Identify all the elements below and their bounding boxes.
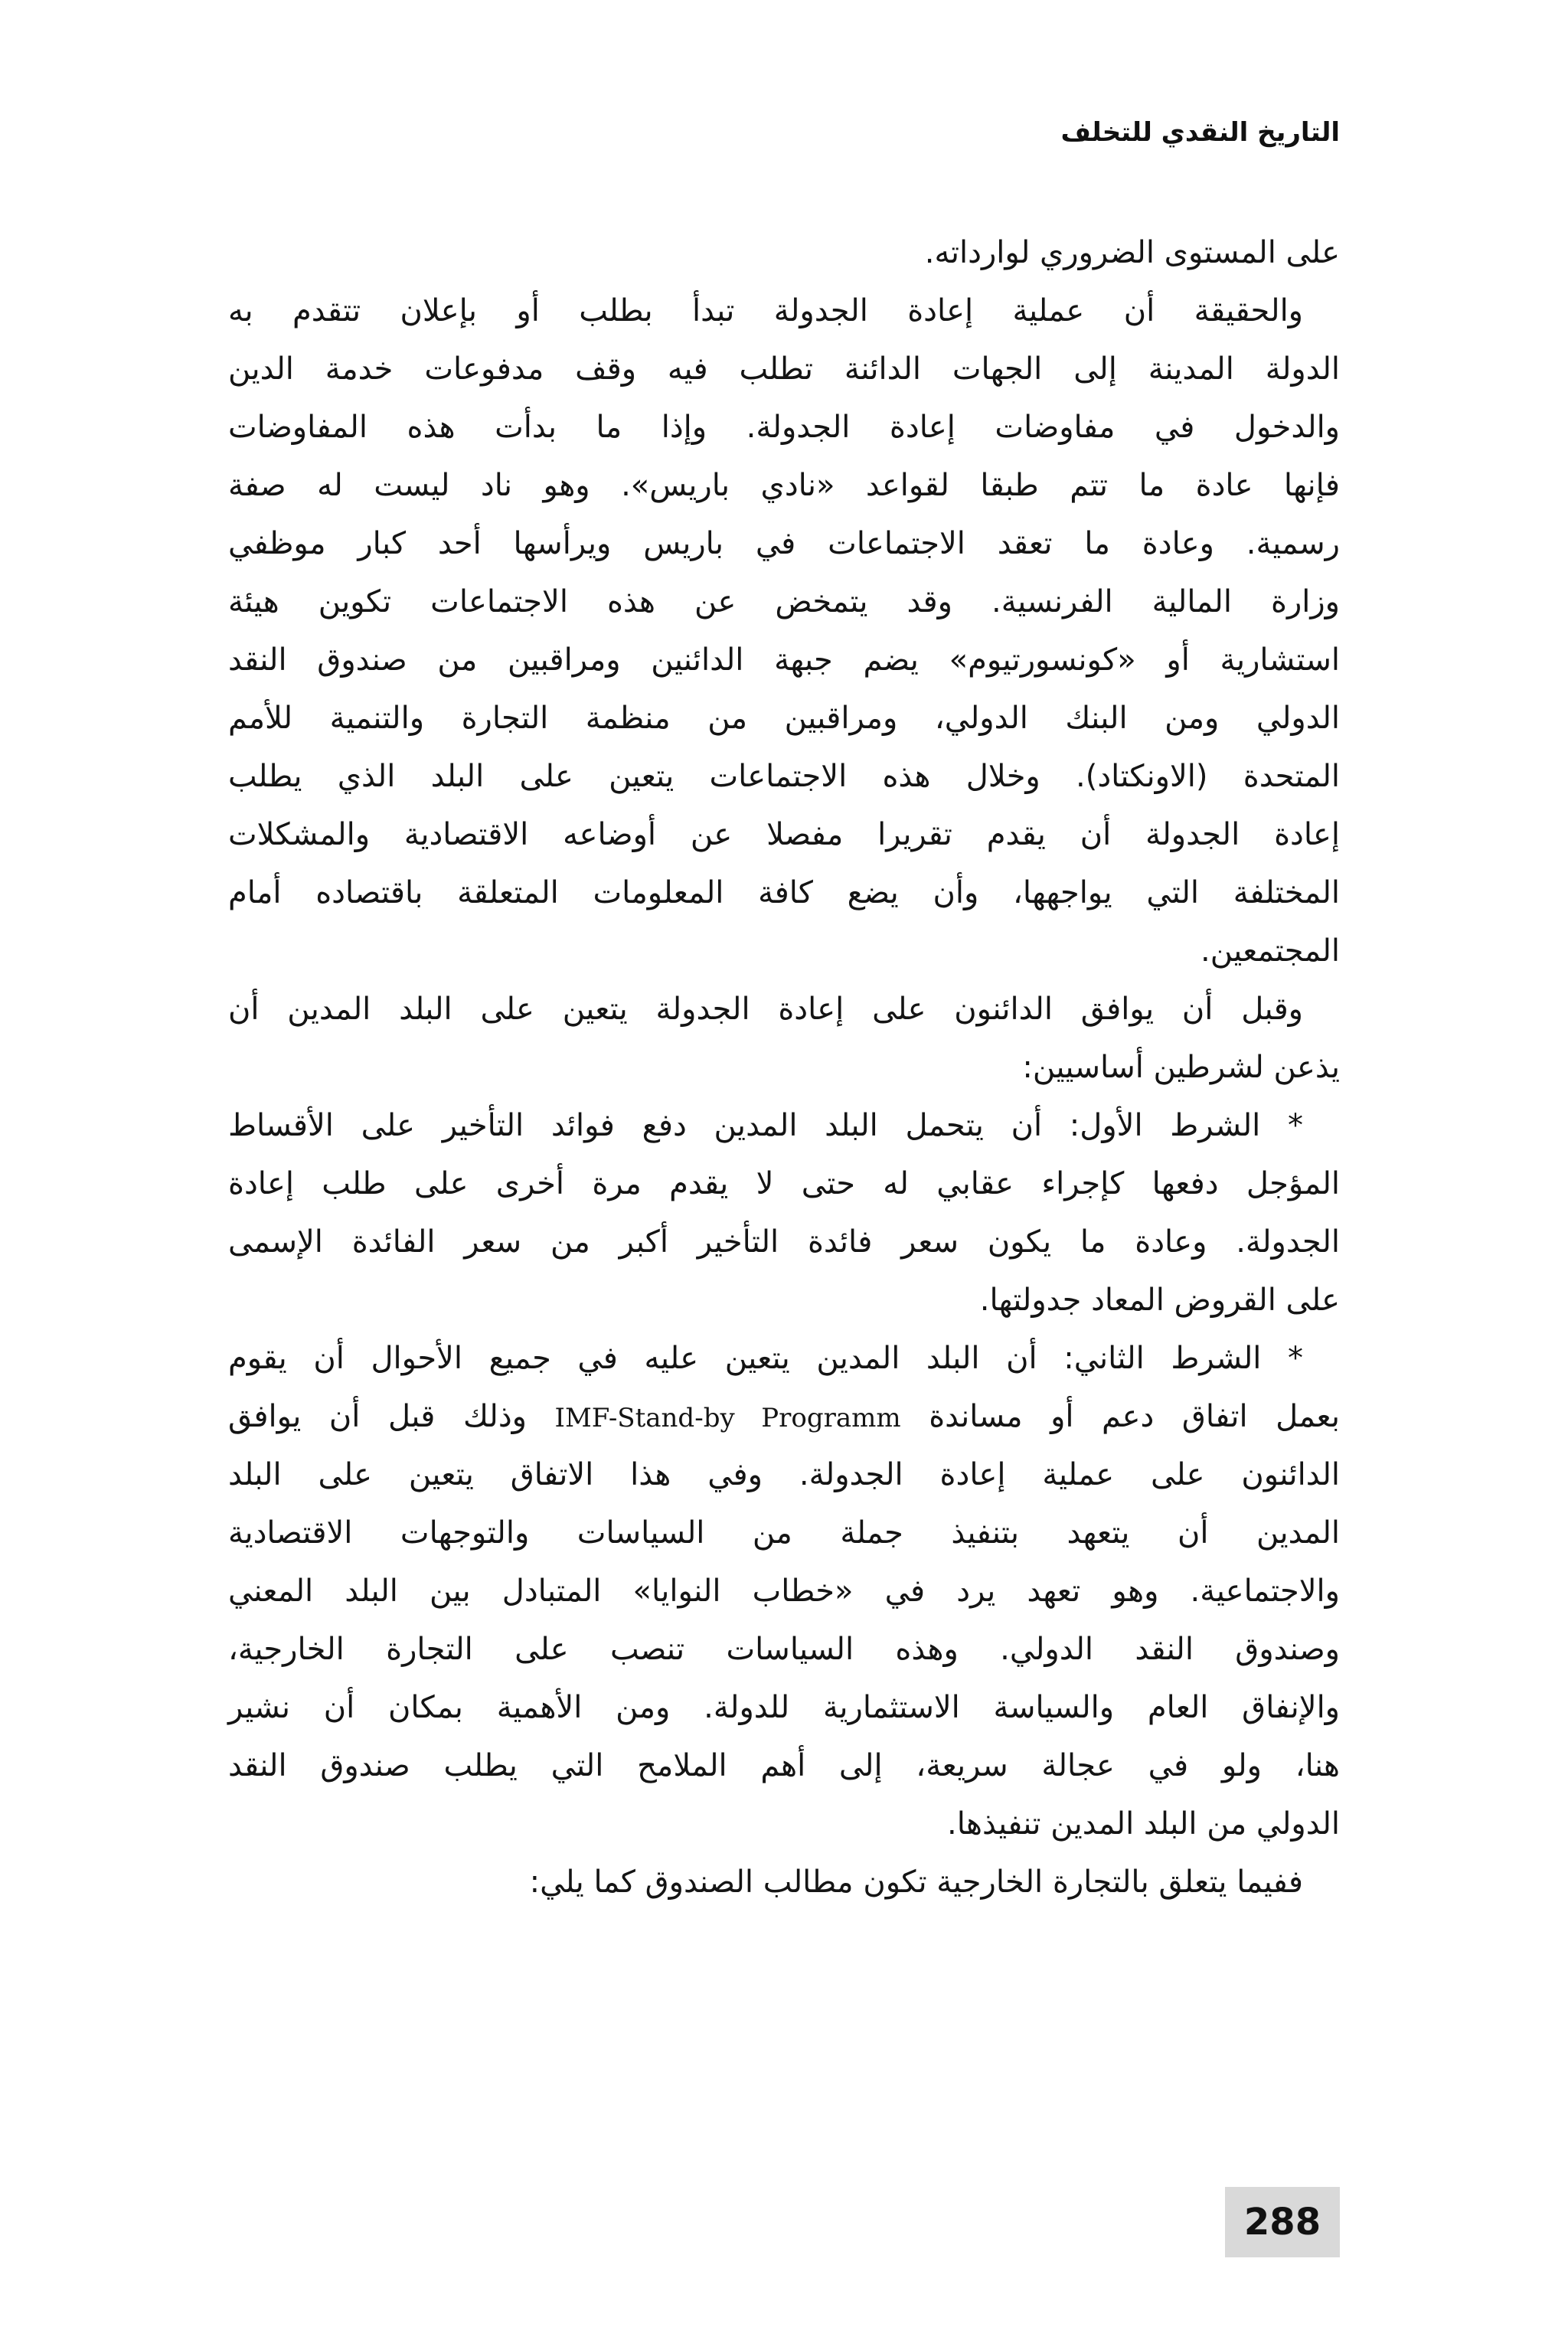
text-line: استشارية أو «كونسورتيوم» يضم جبهة الدائنين ومراقبين من صندوق النقد [228,642,1340,678]
text-line: الدولة المدينة إلى الجهات الدائنة تطلب فيه وقف مدفوعات خدمة الدين [228,351,1340,387]
text-line: والحقيقة أن عملية إعادة الجدولة تبدأ بطلب أو بإعلان تتقدم به [228,293,1303,328]
latin-term: IMF-Stand-by Programm [554,1403,901,1433]
text-line-with-latin [228,1387,1340,1446]
text-line: الجدولة. وعادة ما يكون سعر فائدة التأخير أكبر من سعر الفائدة الإسمى [228,1224,1340,1260]
text-line: رسمية. وعادة ما تعقد الاجتماعات في باريس ويرأسها أحد كبار موظفي [228,526,1340,561]
text-line: على المستوى الضروري لوارداته. [924,235,1340,270]
page-number-box [1225,2187,1340,2257]
text-line: والدخول في مفاوضات إعادة الجدولة. وإذا ما بدأت هذه المفاوضات [228,410,1340,445]
text-line: المجتمعين. [1200,933,1340,969]
text-line: المتحدة (الاونكتاد). وخلال هذه الاجتماعات يتعين على البلد الذي يطلب [228,759,1340,794]
text-line: * الشرط الأول: أن يتحمل البلد المدين دفع فوائد التأخير على الأقساط [228,1108,1303,1143]
text-line: والإنفاق العام والسياسة الاستثمارية للدولة. ومن الأهمية بمكان أن نشير [228,1690,1340,1725]
text-line: وزارة المالية الفرنسية. وقد يتمخض عن هذه الاجتماعات تكوين هيئة [228,584,1340,619]
text-line: هنا، ولو في عجالة سريعة، إلى أهم الملامح التي يطلب صندوق النقد [228,1748,1340,1783]
text-line: الدولي من البلد المدين تنفيذها. [947,1806,1340,1842]
text-line: إعادة الجدولة أن يقدم تقريرا مفصلا عن أوضاعه الاقتصادية والمشكلات [228,817,1340,852]
text-line: * الشرط الثاني: أن البلد المدين يتعين عليه في جميع الأحوال أن يقوم [228,1341,1303,1376]
text-line: المختلفة التي يواجهها، وأن يضع كافة المعلومات المتعلقة باقتصاده أمام [228,875,1340,910]
text-line: المدين أن يتعهد بتنفيذ جملة من السياسات والتوجهات الاقتصادية [228,1515,1340,1551]
text-line: ففيما يتعلق بالتجارة الخارجية تكون مطالب الصندوق كما يلي: [529,1865,1303,1900]
text-line: الدولي ومن البنك الدولي، ومراقبين من منظمة التجارة والتنمية للأمم [228,701,1340,736]
text-line: على القروض المعاد جدولتها. [979,1283,1340,1318]
page-number: 288 [1243,2201,1321,2244]
text-segment: وذلك قبل أن يوافق [228,1399,527,1434]
text-line: وصندوق النقد الدولي. وهذه السياسات تنصب على التجارة الخارجية، [228,1632,1340,1667]
text-line: الدائنون على عملية إعادة الجدولة. وفي هذا الاتفاق يتعين على البلد [228,1457,1340,1492]
text-line: وقبل أن يوافق الدائنون على إعادة الجدولة يتعين على البلد المدين أن [228,992,1303,1027]
text-line: فإنها عادة ما تتم طبقا لقواعد «نادي باريس». وهو ناد ليست له صفة [228,468,1340,503]
text-line: والاجتماعية. وهو تعهد يرد في «خطاب النوايا» المتبادل بين البلد المعني [228,1574,1340,1609]
text-line: المؤجل دفعها كإجراء عقابي له حتى لا يقدم مرة أخرى على طلب إعادة [228,1166,1340,1201]
text-segment: بعمل اتفاق دعم أو مساندة [929,1399,1340,1434]
running-head-title: التاريخ النقدي للتخلف [1060,117,1340,148]
text-line: يذعن لشرطين أساسيين: [1022,1050,1340,1085]
body-text [228,224,1340,1911]
